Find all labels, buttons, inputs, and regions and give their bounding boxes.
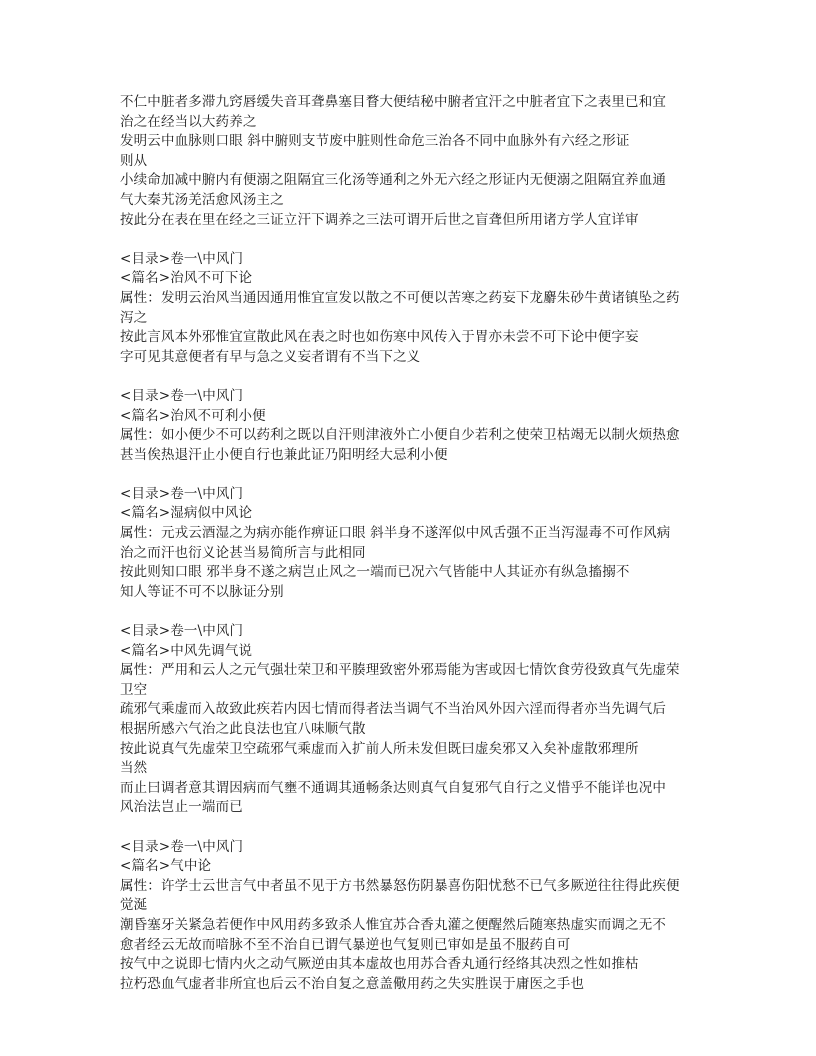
text-line: 泻之 (120, 309, 148, 326)
text-line: 字可见其意便者有早与急之义妄者谓有不当下之义 (120, 348, 421, 365)
blank-line (120, 602, 710, 622)
blank-line (120, 465, 710, 485)
section-zhi-feng-bu-ke-li-xiao-bian (120, 387, 710, 465)
text-line: 属性：发明云治风当通因通用惟宜宣发以散之不可便以苦寒之药妄下龙麝朱砂牛黄诸镇坠之药 (120, 289, 680, 306)
catalog-heading: <目录>卷一\中风门 (120, 623, 244, 640)
section-zhong-feng-xian-tiao-qi-shuo (120, 622, 710, 818)
text-line: 属性：许学士云世言气中者虽不见于方书然暴怒伤阴暴喜伤阳忧愁不已气多厥逆往往得此疾便 (120, 877, 680, 894)
text-line: 属性：元戎云酒湿之为病亦能作痹证口眼 斜半身不遂浑似中风舌强不正当泻湿毒不可作风病 (120, 525, 671, 542)
text-line: 治之在经当以大药养之 (120, 113, 257, 130)
text-line: 觉涎 (120, 897, 148, 914)
text-line: 按此则知口眼 邪半身不遂之病岂止风之一端而已况六气皆能中人其证亦有纵急搐搦不 (120, 564, 630, 581)
section-title: <篇名>治风不可下论 (120, 270, 253, 287)
text-line: 按此分在表在里在经之三证立汗下调养之三法可谓开后世之盲聋但所用诸方学人宜详审 (120, 211, 639, 228)
text-line: 属性：如小便少不可以药利之既以自汗则津液外亡小便自少若利之使荣卫枯竭无以制火烦热愈 (120, 427, 680, 444)
blank-line (120, 818, 710, 838)
text-line: 则从 (120, 152, 148, 169)
text-line: 根据所感六气治之此良法也宜八味顺气散 (120, 721, 366, 737)
section-zhi-feng-bu-ke-xia-lun (120, 250, 710, 368)
section-title: <篇名>中风先调气说 (120, 642, 253, 659)
section-shi-bing-si-zhong-feng-lun (120, 485, 710, 603)
text-line: 疏邪气乘虚而入故致此疾若内因七情而得者法当调气不当治风外因六淫而得者亦当先调气后 (120, 701, 666, 718)
section-title: <篇名>湿病似中风论 (120, 505, 253, 522)
catalog-heading: <目录>卷一\中风门 (120, 387, 244, 404)
text-line: 愈者经云无故而喑脉不至不治自已谓气暴逆也气复则已审如是虽不服药自可 (120, 936, 571, 953)
text-line: 不仁中脏者多滞九窍唇缓失音耳聋鼻塞目瞀大便结秘中腑者宜汗之中脏者宜下之表里已和宜 (120, 94, 666, 110)
catalog-heading: <目录>卷一\中风门 (120, 485, 244, 502)
text-line: 按此言风本外邪惟宜宣散此风在表之时也如伤寒中风传入于胃亦未尝不可下论中便字妄 (120, 329, 639, 346)
section-title: <篇名>气中论 (120, 858, 212, 875)
intro-block (120, 93, 710, 230)
blank-line (120, 367, 710, 387)
text-line: 卫空 (120, 681, 148, 698)
text-line: 当然 (120, 760, 148, 777)
text-line: 拉朽恐血气虚者非所宜也后云不治自复之意盖儆用药之失实胜误于庸医之手也 (120, 975, 585, 992)
blank-line (120, 230, 710, 250)
document-page (120, 93, 710, 994)
section-title: <篇名>治风不可利小便 (120, 407, 266, 424)
text-line: 气大秦艽汤羌活愈风汤主之 (120, 191, 284, 208)
text-line: 潮昏塞牙关紧急若便作中风用药多致杀人惟宜苏合香丸灌之便醒然后随寒热虚实而调之无不 (120, 916, 666, 933)
text-line: 治之而汗也衍义论甚当易简所言与此相同 (120, 544, 366, 561)
text-line: 小续命加减中腑内有便溺之阻隔宜三化汤等通利之外无六经之形证内无便溺之阻隔宜养血通 (120, 172, 666, 189)
catalog-heading: <目录>卷一\中风门 (120, 250, 244, 267)
text-line: 知人等证不可不以脉证分别 (120, 583, 284, 600)
text-line: 而止曰调者意其谓因病而气壅不通调其通畅条达则真气自复邪气自行之义惜乎不能详也况中 (120, 779, 666, 796)
section-qi-zhong-lun (120, 838, 710, 995)
text-line: 发明云中血脉则口眼 斜中腑则支节废中脏则性命危三治各不同中血脉外有六经之形证 (120, 133, 630, 150)
text-line: 风治法岂止一端而已 (120, 799, 243, 816)
text-line: 属性：严用和云人之元气强壮荣卫和平腠理致密外邪焉能为害或因七情饮食劳役致真气先虚荣 (120, 662, 680, 679)
text-line: 按气中之说即七情内火之动气厥逆由其本虚故也用苏合香丸通行经络其决烈之性如推枯 (120, 956, 639, 973)
text-line: 按此说真气先虚荣卫空疏邪气乘虚而入扩前人所未发但既曰虚矣邪又入矣补虚散邪理所 (120, 740, 639, 757)
text-line: 甚当俟热退汗止小便自行也兼此证乃阳明经大忌利小便 (120, 446, 448, 463)
catalog-heading: <目录>卷一\中风门 (120, 838, 244, 855)
